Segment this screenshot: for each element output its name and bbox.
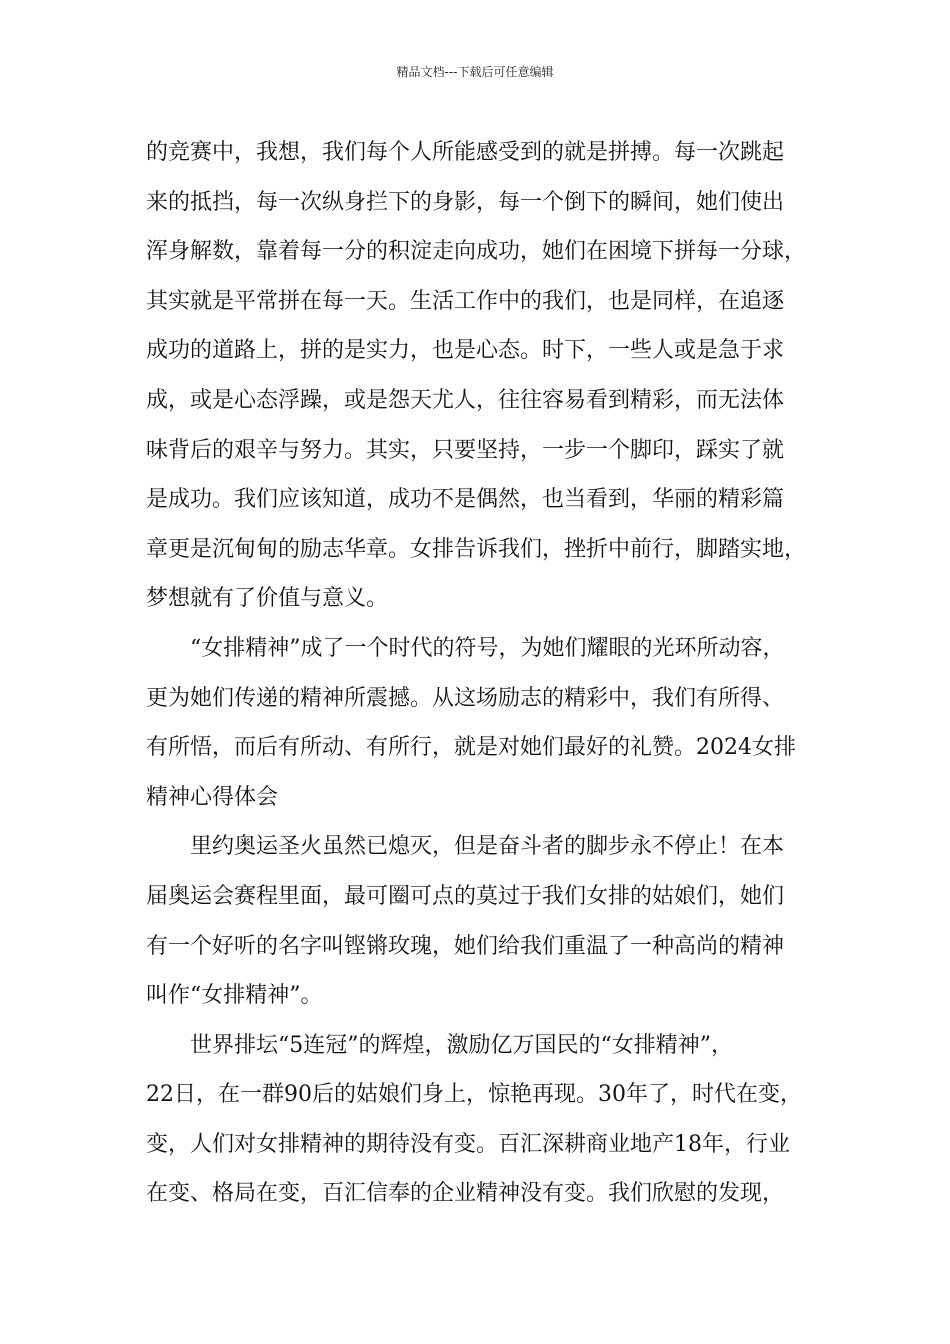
text-line: 其实就是平常拼在每一天。生活工作中的我们，也是同样，在追逐 — [146, 288, 785, 314]
text-line: 届奥运会赛程里面，最可圈可点的莫过于我们女排的姑娘们，她们 — [146, 883, 785, 909]
text-line: 精神心得体会 — [146, 784, 279, 810]
paragraph — [146, 624, 826, 822]
text-line: 更为她们传递的精神所震撼。从这场励志的精彩中，我们有所得、 — [146, 685, 785, 711]
text-line: 22日，在一群90后的姑娘们身上，惊艳再现。30年了，时代在变， — [146, 1082, 802, 1108]
text-line: 的竞赛中，我想，我们每个人所能感受到的就是拼搏。每一次跳起 — [146, 140, 785, 165]
text-line: 里约奥运圣火虽然已熄灭，但是奋斗者的脚步永不停止！在本 — [190, 834, 785, 860]
paragraph — [146, 822, 826, 1020]
text-line: “女排精神”成了一个时代的符号，为她们耀眼的光环所动容， — [190, 635, 785, 661]
text-line: 有所悟，而后有所动、有所行，就是对她们最好的礼赞。2024女排 — [146, 735, 796, 761]
paragraph — [146, 1021, 826, 1219]
document-body — [146, 128, 826, 1219]
text-line: 是成功。我们应该知道，成功不是偶然，也当看到，华丽的精彩篇 — [146, 487, 785, 513]
text-line: 成，或是心态浮躁，或是怨天尤人，往往容易看到精彩，而无法体 — [146, 387, 785, 413]
page-header: 精品文档---下载后可任意编辑 — [396, 65, 554, 79]
text-line: 章更是沉甸甸的励志华章。女排告诉我们，挫折中前行，脚踏实地， — [146, 536, 807, 562]
text-line: 成功的道路上，拼的是实力，也是心态。时下，一些人或是急于求 — [146, 338, 785, 364]
text-line: 变，人们对女排精神的期待没有变。百汇深耕商业地产18年，行业 — [146, 1131, 790, 1157]
text-line: 有一个好听的名字叫铿锵玫瑰，她们给我们重温了一种高尚的精神 — [146, 933, 785, 959]
text-line: 叫作“女排精神”。 — [146, 983, 323, 1009]
paragraph — [146, 128, 826, 624]
text-line: 来的抵挡，每一次纵身拦下的身影，每一个倒下的瞬间，她们使出 — [146, 189, 785, 215]
text-line: 味背后的艰辛与努力。其实，只要坚持，一步一个脚印，踩实了就 — [146, 437, 785, 463]
text-line: 在变、格局在变，百汇信奉的企业精神没有变。我们欣慰的发现， — [146, 1181, 785, 1207]
text-line: 梦想就有了价值与意义。 — [146, 586, 389, 612]
text-line: 浑身解数，靠着每一分的积淀走向成功，她们在困境下拼每一分球， — [146, 239, 807, 265]
text-line: 世界排坛“5连冠”的辉煌，激励亿万国民的“女排精神”， — [190, 1032, 733, 1058]
